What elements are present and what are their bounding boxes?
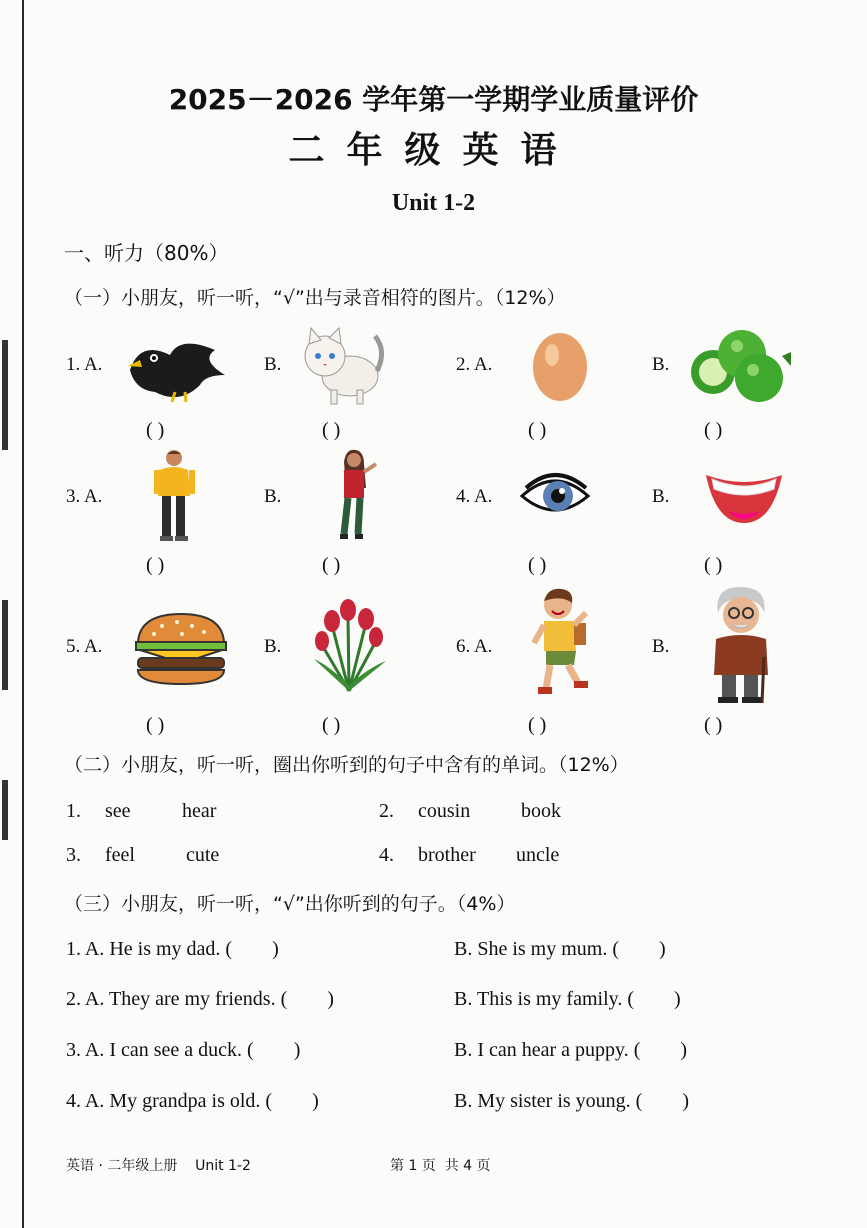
sentence-option-b[interactable]: B. This is my family. ( ) xyxy=(454,988,681,1010)
word-row-number: 1. xyxy=(66,800,81,822)
word-option[interactable]: uncle xyxy=(516,844,560,866)
sentence-option-a[interactable]: 1. A. He is my dad. ( ) xyxy=(66,938,279,960)
question-label: 1. A. xyxy=(66,354,103,375)
word-option[interactable]: see xyxy=(105,800,131,822)
boy-running-icon xyxy=(532,585,592,703)
question-label: 5. A. xyxy=(66,636,103,657)
option-label: B. xyxy=(264,354,282,375)
sentence-option-b[interactable]: B. My sister is young. ( ) xyxy=(454,1090,689,1112)
footer-course-label: 英语 · 二年级上册 Unit 1-2 xyxy=(66,1158,251,1174)
question-label: 6. A. xyxy=(456,636,493,657)
answer-blank[interactable]: ( ) xyxy=(322,554,341,576)
word-row-number: 3. xyxy=(66,844,81,866)
answer-blank[interactable]: ( ) xyxy=(146,419,165,441)
binding-margin-line xyxy=(22,0,24,1228)
sentence-option-a[interactable]: 4. A. My grandpa is old. ( ) xyxy=(66,1090,319,1112)
answer-blank[interactable]: ( ) xyxy=(322,714,341,736)
man-icon xyxy=(152,448,197,544)
option-label: B. xyxy=(264,636,282,657)
answer-blank[interactable]: ( ) xyxy=(528,714,547,736)
section-heading-listening: 一、听力（80%） xyxy=(64,241,229,265)
option-label: B. xyxy=(652,354,670,375)
part1-instruction: （一）小朋友，听一听，“√”出与录音相符的图片。（12%） xyxy=(64,287,566,309)
binding-margin-mark xyxy=(2,600,8,690)
sentence-option-b[interactable]: B. I can hear a puppy. ( ) xyxy=(454,1039,688,1061)
answer-blank[interactable]: ( ) xyxy=(146,554,165,576)
question-label: 4. A. xyxy=(456,486,493,507)
word-option[interactable]: book xyxy=(521,800,561,822)
word-option[interactable]: hear xyxy=(182,800,217,822)
binding-margin-mark xyxy=(2,780,8,840)
grandpa-icon xyxy=(706,583,776,707)
hamburger-icon xyxy=(132,612,230,686)
question-label: 2. A. xyxy=(456,354,493,375)
answer-blank[interactable]: ( ) xyxy=(146,714,165,736)
part2-instruction: （二）小朋友，听一听，圈出你听到的句子中含有的单词。（12%） xyxy=(64,754,629,776)
sentence-option-a[interactable]: 2. A. They are my friends. ( ) xyxy=(66,988,334,1010)
word-row-number: 4. xyxy=(379,844,394,866)
word-row-number: 2. xyxy=(379,800,394,822)
answer-blank[interactable]: ( ) xyxy=(322,419,341,441)
word-option[interactable]: cousin xyxy=(418,800,471,822)
egg-icon xyxy=(530,325,590,403)
part3-instruction: （三）小朋友，听一听，“√”出你听到的句子。（4%） xyxy=(64,893,516,915)
option-label: B. xyxy=(652,636,670,657)
question-label: 3. A. xyxy=(66,486,103,507)
sentence-option-a[interactable]: 3. A. I can see a duck. ( ) xyxy=(66,1039,301,1061)
footer-page-number: 第 1 页 共 4 页 xyxy=(390,1158,491,1174)
word-option[interactable]: cute xyxy=(186,844,220,866)
eye-icon xyxy=(520,466,590,524)
mouth-icon xyxy=(702,467,786,527)
answer-blank[interactable]: ( ) xyxy=(704,419,723,441)
bird-icon xyxy=(120,330,230,405)
exam-title: 2025－2026 学年第一学期学业质量评价 xyxy=(168,83,699,116)
word-option[interactable]: brother xyxy=(418,844,476,866)
unit-label: Unit 1-2 xyxy=(391,190,476,216)
answer-blank[interactable]: ( ) xyxy=(528,554,547,576)
option-label: B. xyxy=(264,486,282,507)
cat-icon xyxy=(295,326,385,406)
answer-blank[interactable]: ( ) xyxy=(704,554,723,576)
woman-icon xyxy=(334,448,382,544)
exam-subject-title: 二年级英语 xyxy=(288,130,579,171)
binding-margin-mark xyxy=(2,340,8,450)
tulips-icon xyxy=(308,595,390,693)
apples-icon xyxy=(687,326,792,404)
sentence-option-b[interactable]: B. She is my mum. ( ) xyxy=(454,938,666,960)
answer-blank[interactable]: ( ) xyxy=(528,419,547,441)
option-label: B. xyxy=(652,486,670,507)
answer-blank[interactable]: ( ) xyxy=(704,714,723,736)
word-option[interactable]: feel xyxy=(105,844,135,866)
